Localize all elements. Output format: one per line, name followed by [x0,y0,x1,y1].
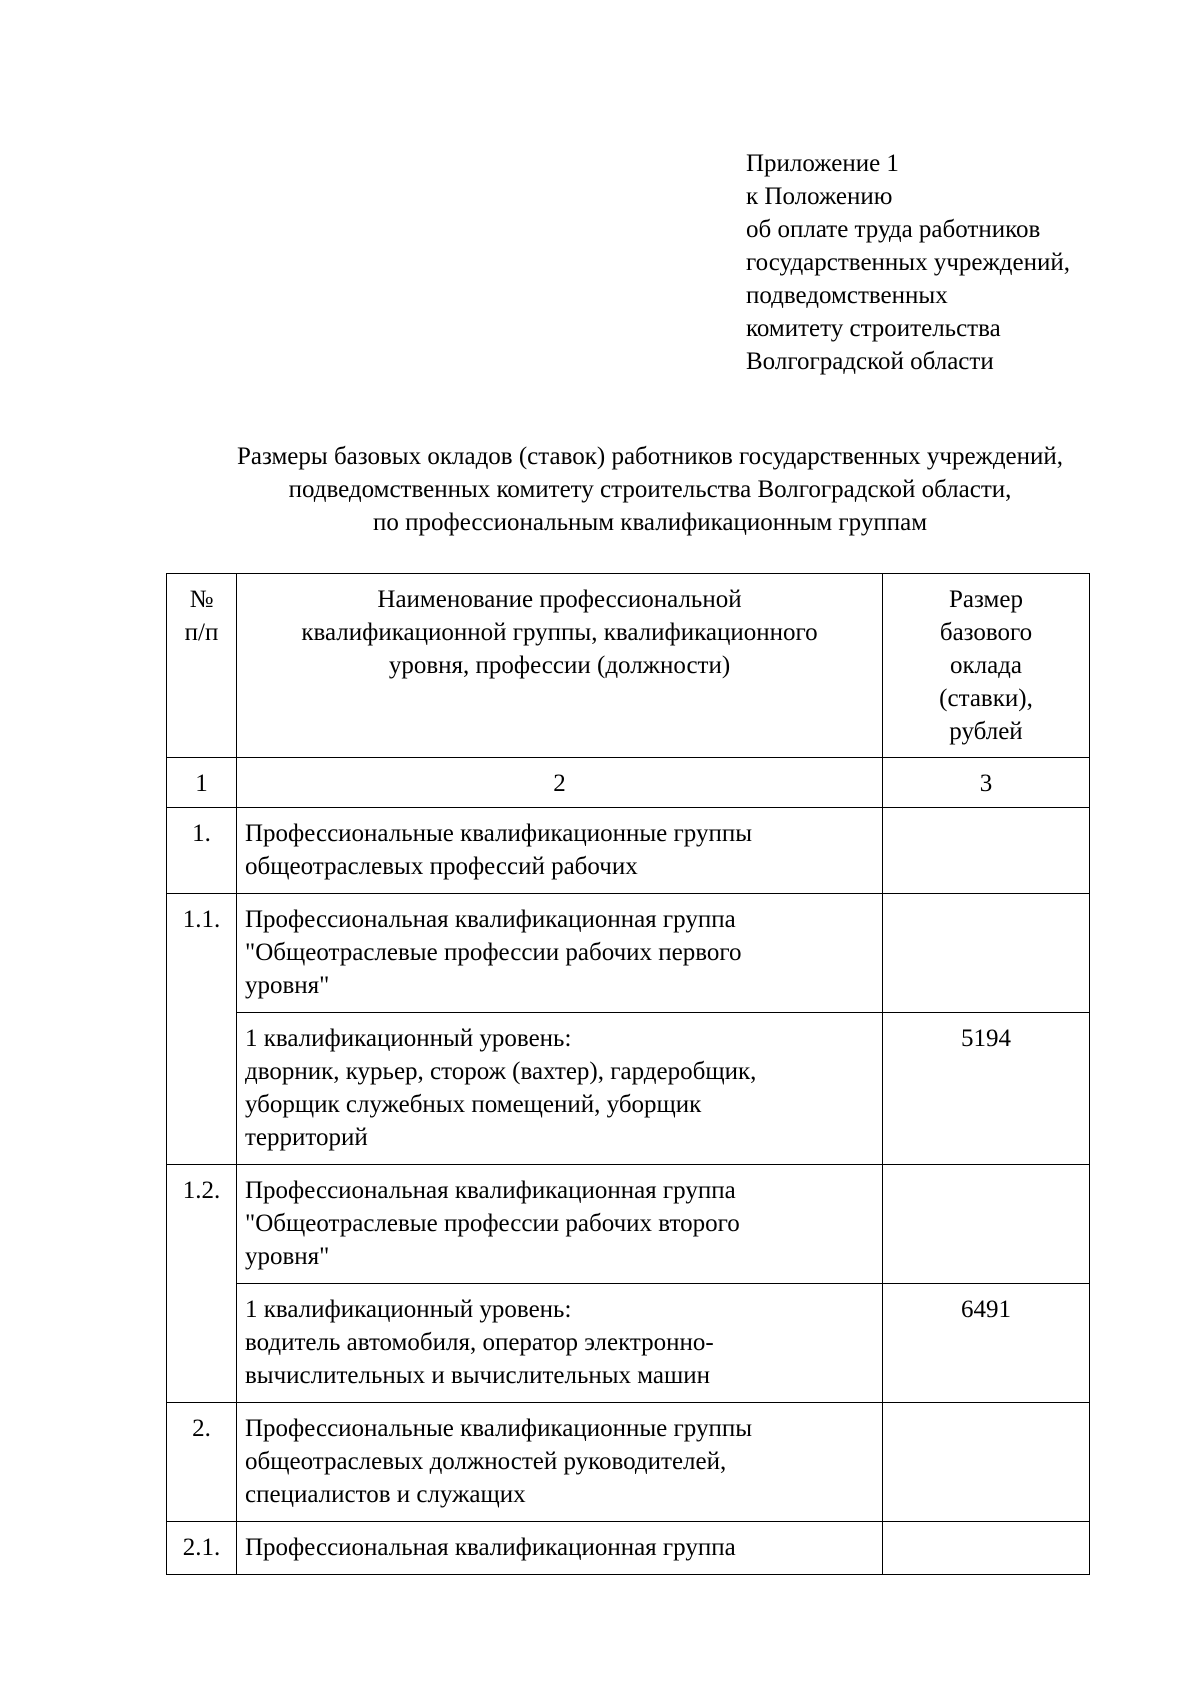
header-text: рублей [949,718,1023,745]
header-number [167,574,237,758]
row-name-line: уборщик служебных помещений, уборщик [245,1091,702,1118]
appendix-line: об оплате труда работников [746,216,1041,243]
row-name-line: общеотраслевых профессий рабочих [245,853,638,880]
row-name-line: Профессиональная квалификационная группа [245,906,736,933]
document-title [100,440,1200,539]
row-name-line: водитель автомобиля, оператор электронно- [245,1329,714,1356]
row-name-line: вычислительных и вычислительных машин [245,1362,711,1389]
row-name-line: Профессиональная квалификационная группа [245,1534,736,1561]
row-name-line: территорий [245,1124,368,1151]
table-row [167,1284,1090,1403]
row-name-line: "Общеотраслевые профессии рабочих второго [245,1210,740,1237]
row-name [237,1165,883,1284]
appendix-note [746,147,1166,378]
header-text: уровня, профессии (должности) [388,652,731,679]
row-number: 1.1. [167,894,237,1165]
table-row [167,808,1090,894]
header-text: № [189,586,214,613]
row-salary [883,808,1090,894]
row-name [237,808,883,894]
title-line: по профессиональным квалификационным группам [372,509,928,536]
appendix-line: комитету строительства [746,315,1001,342]
row-name-line: Профессиональные квалификационные группы [245,1415,753,1442]
table-header-row [167,574,1090,758]
row-name-line: "Общеотраслевые профессии рабочих первого [245,939,742,966]
column-number: 2 [237,758,883,808]
column-number: 1 [167,758,237,808]
header-text: базового [939,619,1033,646]
title-line: подведомственных комитету строительства Волгоградской области, [288,476,1012,503]
appendix-line: Волгоградской области [746,348,994,375]
row-name [237,1522,883,1575]
header-name [237,574,883,758]
row-name-line: Профессиональная квалификационная группа [245,1177,736,1204]
row-name [237,1403,883,1522]
table-row [167,1013,1090,1165]
row-name [237,1013,883,1165]
column-numbering-row [167,758,1090,808]
row-name-line: уровня" [245,972,330,999]
row-name-line: уровня" [245,1243,330,1270]
row-salary: 5194 [883,1013,1090,1165]
column-number: 3 [883,758,1090,808]
row-salary [883,1403,1090,1522]
row-name-line: специалистов и служащих [245,1481,526,1508]
row-salary [883,894,1090,1013]
table-row [167,1403,1090,1522]
header-text: Наименование профессиональной [377,586,742,613]
table-row [167,1165,1090,1284]
header-text: оклада [949,652,1023,679]
header-text: п/п [184,619,219,646]
salary-table [166,573,1090,1575]
table-row [167,894,1090,1013]
row-number: 1.2. [167,1165,237,1403]
row-number: 2.1. [167,1522,237,1575]
header-text: (ставки), [939,685,1033,712]
row-salary [883,1522,1090,1575]
row-name-line: дворник, курьер, сторож (вахтер), гардеробщик, [245,1058,757,1085]
row-number: 2. [167,1403,237,1522]
title-line: Размеры базовых окладов (ставок) работников государственных учреждений, [236,443,1064,470]
header-text: Размер [949,586,1023,613]
table-row [167,1522,1090,1575]
row-name-line: 1 квалификационный уровень: [245,1025,572,1052]
row-name-line: 1 квалификационный уровень: [245,1296,572,1323]
appendix-line: государственных учреждений, [746,249,1070,276]
appendix-line: к Положению [746,183,893,210]
row-salary [883,1165,1090,1284]
row-name [237,894,883,1013]
appendix-line: Приложение 1 [746,150,899,177]
header-text: квалификационной группы, квалификационного [301,619,818,646]
row-number: 1. [167,808,237,894]
row-name-line: общеотраслевых должностей руководителей, [245,1448,727,1475]
row-name [237,1284,883,1403]
header-salary [883,574,1090,758]
row-name-line: Профессиональные квалификационные группы [245,820,753,847]
appendix-line: подведомственных [746,282,948,309]
row-salary: 6491 [883,1284,1090,1403]
